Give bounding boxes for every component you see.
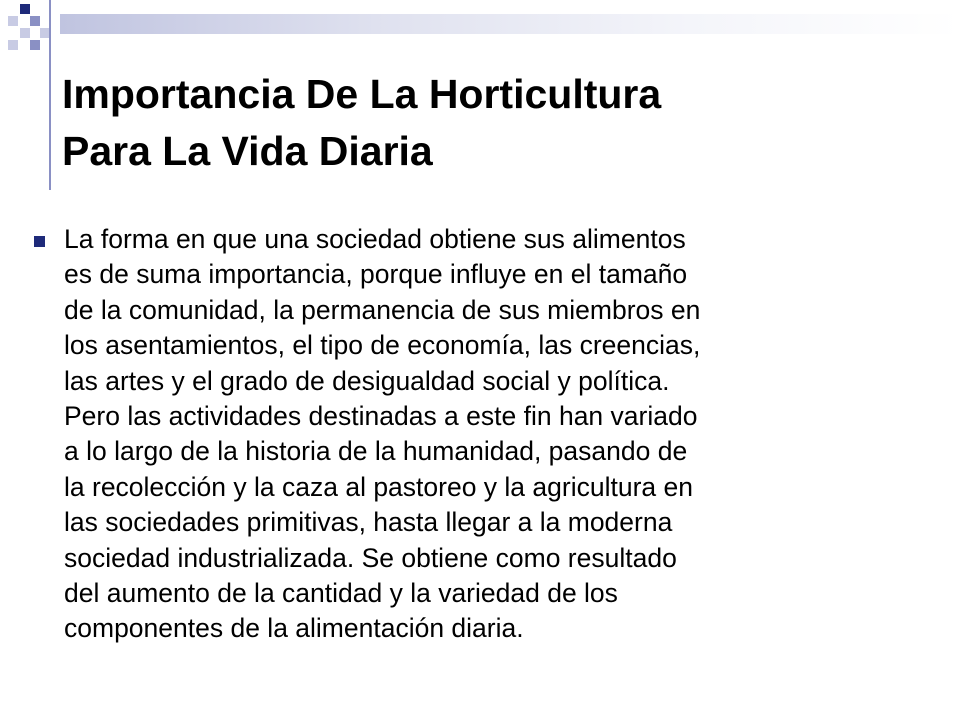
body-line: del aumento de la cantidad y la variedad de los xyxy=(64,578,618,609)
body-line: la recolección y la caza al pastoreo y la agricultura en xyxy=(64,471,693,502)
decor-square xyxy=(20,4,30,14)
vertical-divider xyxy=(49,0,51,190)
header-gradient-bar xyxy=(60,14,960,34)
decor-square xyxy=(8,16,18,26)
body-line: componentes de la alimentación diaria. xyxy=(64,613,524,644)
title-line: Para La Vida Diaria xyxy=(62,128,433,174)
body-line: las sociedades primitivas, hasta llegar a la moderna xyxy=(64,507,673,538)
body-line: las artes y el grado de desigualdad social y política. xyxy=(64,365,670,396)
body-line: sociedad industrializada. Se obtiene como resultado xyxy=(64,542,677,573)
decor-square xyxy=(20,28,30,38)
body-line: a lo largo de la historia de la humanidad, pasando de xyxy=(64,436,688,467)
square-bullet-icon xyxy=(34,236,45,247)
title-line: Importancia De La Horticultura xyxy=(62,71,662,117)
body-line: de la comunidad, la permanencia de sus miembros en xyxy=(64,294,701,325)
decor-square xyxy=(8,40,18,50)
slide-title xyxy=(62,66,922,180)
body-line: La forma en que una sociedad obtiene sus alimentos xyxy=(64,224,686,254)
body-line: Pero las actividades destinadas a este fin han variado xyxy=(64,401,698,432)
body-line: los asentamientos, el tipo de economía, las creencias, xyxy=(64,330,701,361)
decor-square xyxy=(30,16,40,26)
bullet-paragraph xyxy=(64,222,904,647)
bullet-item xyxy=(24,222,904,647)
decor-square xyxy=(30,40,40,50)
bullet-list xyxy=(24,222,904,647)
body-line: es de suma importancia, porque influye en el tamaño xyxy=(64,259,688,290)
